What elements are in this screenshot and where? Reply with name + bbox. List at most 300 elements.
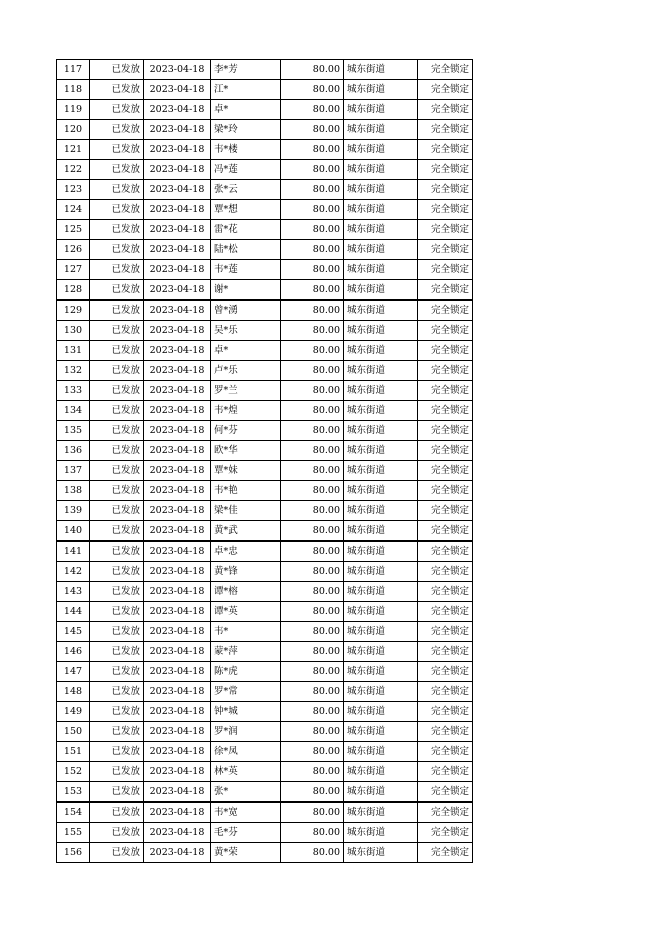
street-cell: 城东街道 <box>344 602 418 622</box>
row-index-cell: 152 <box>57 762 90 782</box>
name-cell: 徐*凤 <box>211 742 281 762</box>
name-cell: 陆*松 <box>211 240 281 260</box>
status-cell: 已发放 <box>90 582 144 602</box>
date-cell: 2023-04-18 <box>144 60 211 80</box>
status-cell: 已发放 <box>90 501 144 521</box>
street-cell: 城东街道 <box>344 80 418 100</box>
street-cell: 城东街道 <box>344 802 418 823</box>
amount-cell: 80.00 <box>281 140 344 160</box>
street-cell: 城东街道 <box>344 782 418 803</box>
table-row <box>57 160 473 180</box>
table-row <box>57 662 473 682</box>
lock-status-cell: 完全锁定 <box>418 361 473 381</box>
amount-cell: 80.00 <box>281 501 344 521</box>
row-index-cell: 120 <box>57 120 90 140</box>
amount-cell: 80.00 <box>281 240 344 260</box>
table-row <box>57 280 473 301</box>
row-index-cell: 122 <box>57 160 90 180</box>
status-cell: 已发放 <box>90 481 144 501</box>
amount-cell: 80.00 <box>281 180 344 200</box>
status-cell: 已发放 <box>90 160 144 180</box>
status-cell: 已发放 <box>90 280 144 301</box>
name-cell: 谢* <box>211 280 281 301</box>
lock-status-cell: 完全锁定 <box>418 441 473 461</box>
date-cell: 2023-04-18 <box>144 843 211 863</box>
table-row <box>57 421 473 441</box>
lock-status-cell: 完全锁定 <box>418 180 473 200</box>
date-cell: 2023-04-18 <box>144 180 211 200</box>
lock-status-cell: 完全锁定 <box>418 240 473 260</box>
data-table <box>56 59 473 863</box>
status-cell: 已发放 <box>90 180 144 200</box>
date-cell: 2023-04-18 <box>144 280 211 301</box>
status-cell: 已发放 <box>90 642 144 662</box>
street-cell: 城东街道 <box>344 461 418 481</box>
date-cell: 2023-04-18 <box>144 823 211 843</box>
name-cell: 李*芳 <box>211 60 281 80</box>
row-index-cell: 140 <box>57 521 90 542</box>
date-cell: 2023-04-18 <box>144 140 211 160</box>
amount-cell: 80.00 <box>281 702 344 722</box>
amount-cell: 80.00 <box>281 341 344 361</box>
amount-cell: 80.00 <box>281 401 344 421</box>
table-row <box>57 562 473 582</box>
street-cell: 城东街道 <box>344 341 418 361</box>
name-cell: 江* <box>211 80 281 100</box>
status-cell: 已发放 <box>90 60 144 80</box>
street-cell: 城东街道 <box>344 481 418 501</box>
date-cell: 2023-04-18 <box>144 300 211 321</box>
lock-status-cell: 完全锁定 <box>418 381 473 401</box>
status-cell: 已发放 <box>90 140 144 160</box>
date-cell: 2023-04-18 <box>144 341 211 361</box>
name-cell: 卓* <box>211 100 281 120</box>
name-cell: 谭*英 <box>211 602 281 622</box>
date-cell: 2023-04-18 <box>144 702 211 722</box>
table-row <box>57 823 473 843</box>
street-cell: 城东街道 <box>344 702 418 722</box>
amount-cell: 80.00 <box>281 782 344 803</box>
name-cell: 何*芬 <box>211 421 281 441</box>
lock-status-cell: 完全锁定 <box>418 642 473 662</box>
street-cell: 城东街道 <box>344 843 418 863</box>
date-cell: 2023-04-18 <box>144 541 211 562</box>
table-row <box>57 481 473 501</box>
lock-status-cell: 完全锁定 <box>418 120 473 140</box>
row-index-cell: 119 <box>57 100 90 120</box>
table-row <box>57 742 473 762</box>
row-index-cell: 154 <box>57 802 90 823</box>
table-row <box>57 541 473 562</box>
table-row <box>57 782 473 803</box>
lock-status-cell: 完全锁定 <box>418 60 473 80</box>
amount-cell: 80.00 <box>281 802 344 823</box>
amount-cell: 80.00 <box>281 602 344 622</box>
name-cell: 张*云 <box>211 180 281 200</box>
table-row <box>57 300 473 321</box>
street-cell: 城东街道 <box>344 220 418 240</box>
lock-status-cell: 完全锁定 <box>418 562 473 582</box>
date-cell: 2023-04-18 <box>144 682 211 702</box>
lock-status-cell: 完全锁定 <box>418 682 473 702</box>
table-row <box>57 622 473 642</box>
row-index-cell: 142 <box>57 562 90 582</box>
table-row <box>57 100 473 120</box>
amount-cell: 80.00 <box>281 300 344 321</box>
status-cell: 已发放 <box>90 421 144 441</box>
row-index-cell: 145 <box>57 622 90 642</box>
table-row <box>57 762 473 782</box>
status-cell: 已发放 <box>90 782 144 803</box>
table-row <box>57 682 473 702</box>
table-row <box>57 220 473 240</box>
date-cell: 2023-04-18 <box>144 461 211 481</box>
date-cell: 2023-04-18 <box>144 401 211 421</box>
table-row <box>57 802 473 823</box>
amount-cell: 80.00 <box>281 441 344 461</box>
table-body <box>57 60 473 863</box>
row-index-cell: 118 <box>57 80 90 100</box>
lock-status-cell: 完全锁定 <box>418 300 473 321</box>
amount-cell: 80.00 <box>281 541 344 562</box>
amount-cell: 80.00 <box>281 682 344 702</box>
table-row <box>57 843 473 863</box>
street-cell: 城东街道 <box>344 160 418 180</box>
status-cell: 已发放 <box>90 521 144 542</box>
street-cell: 城东街道 <box>344 441 418 461</box>
status-cell: 已发放 <box>90 722 144 742</box>
lock-status-cell: 完全锁定 <box>418 521 473 542</box>
lock-status-cell: 完全锁定 <box>418 321 473 341</box>
status-cell: 已发放 <box>90 541 144 562</box>
amount-cell: 80.00 <box>281 843 344 863</box>
street-cell: 城东街道 <box>344 401 418 421</box>
table-row <box>57 461 473 481</box>
date-cell: 2023-04-18 <box>144 160 211 180</box>
status-cell: 已发放 <box>90 220 144 240</box>
name-cell: 韦*艳 <box>211 481 281 501</box>
status-cell: 已发放 <box>90 742 144 762</box>
row-index-cell: 121 <box>57 140 90 160</box>
table-row <box>57 120 473 140</box>
name-cell: 蒙*萍 <box>211 642 281 662</box>
row-index-cell: 141 <box>57 541 90 562</box>
table-row <box>57 140 473 160</box>
amount-cell: 80.00 <box>281 762 344 782</box>
status-cell: 已发放 <box>90 823 144 843</box>
lock-status-cell: 完全锁定 <box>418 702 473 722</box>
status-cell: 已发放 <box>90 381 144 401</box>
name-cell: 韦* <box>211 622 281 642</box>
date-cell: 2023-04-18 <box>144 361 211 381</box>
amount-cell: 80.00 <box>281 80 344 100</box>
amount-cell: 80.00 <box>281 421 344 441</box>
name-cell: 陈*虎 <box>211 662 281 682</box>
row-index-cell: 151 <box>57 742 90 762</box>
lock-status-cell: 完全锁定 <box>418 280 473 301</box>
lock-status-cell: 完全锁定 <box>418 100 473 120</box>
row-index-cell: 134 <box>57 401 90 421</box>
status-cell: 已发放 <box>90 321 144 341</box>
date-cell: 2023-04-18 <box>144 602 211 622</box>
status-cell: 已发放 <box>90 80 144 100</box>
date-cell: 2023-04-18 <box>144 80 211 100</box>
name-cell: 黄*武 <box>211 521 281 542</box>
name-cell: 卓* <box>211 341 281 361</box>
status-cell: 已发放 <box>90 562 144 582</box>
date-cell: 2023-04-18 <box>144 441 211 461</box>
street-cell: 城东街道 <box>344 722 418 742</box>
row-index-cell: 150 <box>57 722 90 742</box>
name-cell: 梁*佳 <box>211 501 281 521</box>
name-cell: 谭*榕 <box>211 582 281 602</box>
street-cell: 城东街道 <box>344 662 418 682</box>
name-cell: 韦*煌 <box>211 401 281 421</box>
street-cell: 城东街道 <box>344 582 418 602</box>
street-cell: 城东街道 <box>344 742 418 762</box>
row-index-cell: 123 <box>57 180 90 200</box>
status-cell: 已发放 <box>90 361 144 381</box>
date-cell: 2023-04-18 <box>144 260 211 280</box>
lock-status-cell: 完全锁定 <box>418 200 473 220</box>
lock-status-cell: 完全锁定 <box>418 260 473 280</box>
table-row <box>57 602 473 622</box>
status-cell: 已发放 <box>90 762 144 782</box>
lock-status-cell: 完全锁定 <box>418 421 473 441</box>
table-row <box>57 381 473 401</box>
date-cell: 2023-04-18 <box>144 722 211 742</box>
row-index-cell: 139 <box>57 501 90 521</box>
street-cell: 城东街道 <box>344 361 418 381</box>
street-cell: 城东街道 <box>344 642 418 662</box>
amount-cell: 80.00 <box>281 260 344 280</box>
date-cell: 2023-04-18 <box>144 220 211 240</box>
lock-status-cell: 完全锁定 <box>418 762 473 782</box>
row-index-cell: 135 <box>57 421 90 441</box>
lock-status-cell: 完全锁定 <box>418 742 473 762</box>
status-cell: 已发放 <box>90 843 144 863</box>
date-cell: 2023-04-18 <box>144 501 211 521</box>
table-row <box>57 401 473 421</box>
table-row <box>57 321 473 341</box>
lock-status-cell: 完全锁定 <box>418 341 473 361</box>
street-cell: 城东街道 <box>344 562 418 582</box>
lock-status-cell: 完全锁定 <box>418 782 473 803</box>
date-cell: 2023-04-18 <box>144 642 211 662</box>
name-cell: 梁*玲 <box>211 120 281 140</box>
row-index-cell: 138 <box>57 481 90 501</box>
row-index-cell: 149 <box>57 702 90 722</box>
table-row <box>57 180 473 200</box>
table-row <box>57 260 473 280</box>
row-index-cell: 155 <box>57 823 90 843</box>
name-cell: 罗*润 <box>211 722 281 742</box>
name-cell: 卢*乐 <box>211 361 281 381</box>
status-cell: 已发放 <box>90 702 144 722</box>
row-index-cell: 146 <box>57 642 90 662</box>
amount-cell: 80.00 <box>281 742 344 762</box>
status-cell: 已发放 <box>90 260 144 280</box>
name-cell: 冯*莲 <box>211 160 281 180</box>
lock-status-cell: 完全锁定 <box>418 80 473 100</box>
table-row <box>57 441 473 461</box>
street-cell: 城东街道 <box>344 501 418 521</box>
street-cell: 城东街道 <box>344 260 418 280</box>
amount-cell: 80.00 <box>281 622 344 642</box>
date-cell: 2023-04-18 <box>144 521 211 542</box>
amount-cell: 80.00 <box>281 60 344 80</box>
street-cell: 城东街道 <box>344 200 418 220</box>
name-cell: 韦*楼 <box>211 140 281 160</box>
row-index-cell: 128 <box>57 280 90 301</box>
lock-status-cell: 完全锁定 <box>418 582 473 602</box>
street-cell: 城东街道 <box>344 321 418 341</box>
amount-cell: 80.00 <box>281 120 344 140</box>
status-cell: 已发放 <box>90 100 144 120</box>
street-cell: 城东街道 <box>344 823 418 843</box>
row-index-cell: 129 <box>57 300 90 321</box>
status-cell: 已发放 <box>90 341 144 361</box>
amount-cell: 80.00 <box>281 521 344 542</box>
date-cell: 2023-04-18 <box>144 240 211 260</box>
status-cell: 已发放 <box>90 441 144 461</box>
row-index-cell: 131 <box>57 341 90 361</box>
amount-cell: 80.00 <box>281 381 344 401</box>
status-cell: 已发放 <box>90 802 144 823</box>
amount-cell: 80.00 <box>281 481 344 501</box>
lock-status-cell: 完全锁定 <box>418 602 473 622</box>
amount-cell: 80.00 <box>281 100 344 120</box>
name-cell: 欧*华 <box>211 441 281 461</box>
street-cell: 城东街道 <box>344 300 418 321</box>
date-cell: 2023-04-18 <box>144 200 211 220</box>
table-row <box>57 582 473 602</box>
street-cell: 城东街道 <box>344 541 418 562</box>
lock-status-cell: 完全锁定 <box>418 843 473 863</box>
row-index-cell: 148 <box>57 682 90 702</box>
name-cell: 韦*宽 <box>211 802 281 823</box>
date-cell: 2023-04-18 <box>144 321 211 341</box>
name-cell: 覃*想 <box>211 200 281 220</box>
street-cell: 城东街道 <box>344 521 418 542</box>
amount-cell: 80.00 <box>281 200 344 220</box>
lock-status-cell: 完全锁定 <box>418 501 473 521</box>
lock-status-cell: 完全锁定 <box>418 622 473 642</box>
street-cell: 城东街道 <box>344 682 418 702</box>
date-cell: 2023-04-18 <box>144 782 211 803</box>
amount-cell: 80.00 <box>281 722 344 742</box>
street-cell: 城东街道 <box>344 421 418 441</box>
street-cell: 城东街道 <box>344 381 418 401</box>
row-index-cell: 153 <box>57 782 90 803</box>
row-index-cell: 127 <box>57 260 90 280</box>
date-cell: 2023-04-18 <box>144 562 211 582</box>
status-cell: 已发放 <box>90 200 144 220</box>
status-cell: 已发放 <box>90 662 144 682</box>
row-index-cell: 147 <box>57 662 90 682</box>
row-index-cell: 132 <box>57 361 90 381</box>
date-cell: 2023-04-18 <box>144 381 211 401</box>
lock-status-cell: 完全锁定 <box>418 802 473 823</box>
street-cell: 城东街道 <box>344 622 418 642</box>
amount-cell: 80.00 <box>281 662 344 682</box>
date-cell: 2023-04-18 <box>144 120 211 140</box>
street-cell: 城东街道 <box>344 240 418 260</box>
name-cell: 罗*常 <box>211 682 281 702</box>
status-cell: 已发放 <box>90 622 144 642</box>
date-cell: 2023-04-18 <box>144 421 211 441</box>
date-cell: 2023-04-18 <box>144 802 211 823</box>
status-cell: 已发放 <box>90 602 144 622</box>
row-index-cell: 124 <box>57 200 90 220</box>
name-cell: 罗*兰 <box>211 381 281 401</box>
street-cell: 城东街道 <box>344 180 418 200</box>
lock-status-cell: 完全锁定 <box>418 160 473 180</box>
amount-cell: 80.00 <box>281 321 344 341</box>
name-cell: 卓*忠 <box>211 541 281 562</box>
row-index-cell: 130 <box>57 321 90 341</box>
name-cell: 覃*妹 <box>211 461 281 481</box>
table-row <box>57 341 473 361</box>
status-cell: 已发放 <box>90 682 144 702</box>
name-cell: 黄*荣 <box>211 843 281 863</box>
name-cell: 林*英 <box>211 762 281 782</box>
status-cell: 已发放 <box>90 240 144 260</box>
date-cell: 2023-04-18 <box>144 100 211 120</box>
lock-status-cell: 完全锁定 <box>418 662 473 682</box>
row-index-cell: 144 <box>57 602 90 622</box>
street-cell: 城东街道 <box>344 100 418 120</box>
name-cell: 韦*莲 <box>211 260 281 280</box>
lock-status-cell: 完全锁定 <box>418 140 473 160</box>
status-cell: 已发放 <box>90 461 144 481</box>
table-row <box>57 60 473 80</box>
lock-status-cell: 完全锁定 <box>418 461 473 481</box>
date-cell: 2023-04-18 <box>144 762 211 782</box>
amount-cell: 80.00 <box>281 582 344 602</box>
date-cell: 2023-04-18 <box>144 582 211 602</box>
street-cell: 城东街道 <box>344 140 418 160</box>
status-cell: 已发放 <box>90 120 144 140</box>
name-cell: 雷*花 <box>211 220 281 240</box>
table-row <box>57 702 473 722</box>
date-cell: 2023-04-18 <box>144 481 211 501</box>
date-cell: 2023-04-18 <box>144 622 211 642</box>
name-cell: 张* <box>211 782 281 803</box>
row-index-cell: 136 <box>57 441 90 461</box>
name-cell: 钟*城 <box>211 702 281 722</box>
amount-cell: 80.00 <box>281 461 344 481</box>
street-cell: 城东街道 <box>344 60 418 80</box>
table-row <box>57 80 473 100</box>
lock-status-cell: 完全锁定 <box>418 541 473 562</box>
amount-cell: 80.00 <box>281 361 344 381</box>
name-cell: 吴*乐 <box>211 321 281 341</box>
name-cell: 曾*湧 <box>211 300 281 321</box>
row-index-cell: 156 <box>57 843 90 863</box>
table-row <box>57 501 473 521</box>
row-index-cell: 125 <box>57 220 90 240</box>
row-index-cell: 133 <box>57 381 90 401</box>
amount-cell: 80.00 <box>281 823 344 843</box>
name-cell: 黄*锋 <box>211 562 281 582</box>
table-row <box>57 521 473 542</box>
lock-status-cell: 完全锁定 <box>418 823 473 843</box>
status-cell: 已发放 <box>90 401 144 421</box>
table-row <box>57 240 473 260</box>
amount-cell: 80.00 <box>281 642 344 662</box>
status-cell: 已发放 <box>90 300 144 321</box>
